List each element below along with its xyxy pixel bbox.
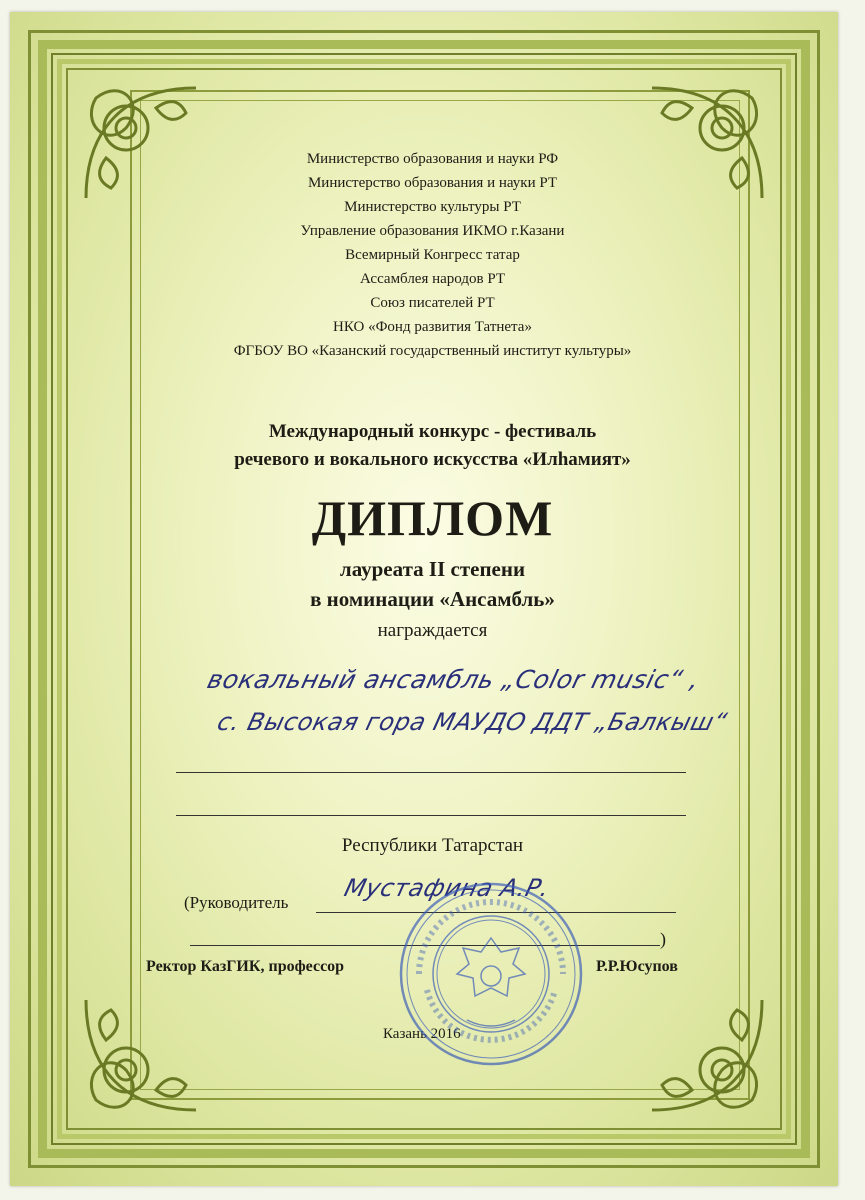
organizer-line: Ассамблея народов РТ xyxy=(359,271,506,287)
organizers-list xyxy=(0,147,865,363)
leader-close: ) xyxy=(660,929,666,949)
contest-line-2: речевого и вокального искусства «Илhамият» xyxy=(234,449,631,470)
organizer-line: Всемирный Конгресс татар xyxy=(345,247,520,263)
leader-name: Мустафина А.Р. xyxy=(341,874,553,902)
degree-text: лауреата II степени xyxy=(339,557,526,581)
organizer-line: Министерство образования и науки РТ xyxy=(307,175,558,191)
nomination-text: в номинации «Ансамбль» xyxy=(310,587,555,611)
signatory-name: Р.Р.Юсупов xyxy=(596,958,678,975)
organizer-line: НКО «Фонд развития Татнета» xyxy=(333,319,532,335)
blank-line xyxy=(176,815,686,816)
awarded-label: награждается xyxy=(377,620,488,641)
corner-ornament-icon xyxy=(632,980,782,1130)
organizer-line: Управление образования ИКМО г.Казани xyxy=(300,223,565,239)
blank-line xyxy=(176,772,686,773)
republic-name: Республики Татарстан xyxy=(341,835,524,856)
organizer-line: Министерство образования и науки РФ xyxy=(306,151,559,167)
organizer-line: Союз писателей РТ xyxy=(370,295,495,311)
corner-ornament-icon xyxy=(66,980,216,1130)
diploma-title: ДИПЛОМ xyxy=(311,490,554,546)
contest-name xyxy=(0,418,865,474)
award-degree xyxy=(0,554,865,614)
recipient-line-1: вокальный ансамбль „Color music“ , xyxy=(204,665,703,694)
organizer-line: ФГБОУ ВО «Казанский государственный институт культуры» xyxy=(233,343,632,359)
recipient-line-2: с. Высокая гора МАУДО ДДТ „Балкыш“ xyxy=(214,708,730,736)
leader-label: (Руководитель xyxy=(184,893,289,912)
place-year: Казань 2016 xyxy=(383,1026,461,1042)
contest-line-1: Международный конкурс - фестиваль xyxy=(268,421,597,442)
organizer-line: Министерство культуры РТ xyxy=(344,199,521,215)
official-seal-icon xyxy=(397,880,585,1068)
signatory-title: Ректор КазГИК, профессор xyxy=(146,958,345,975)
